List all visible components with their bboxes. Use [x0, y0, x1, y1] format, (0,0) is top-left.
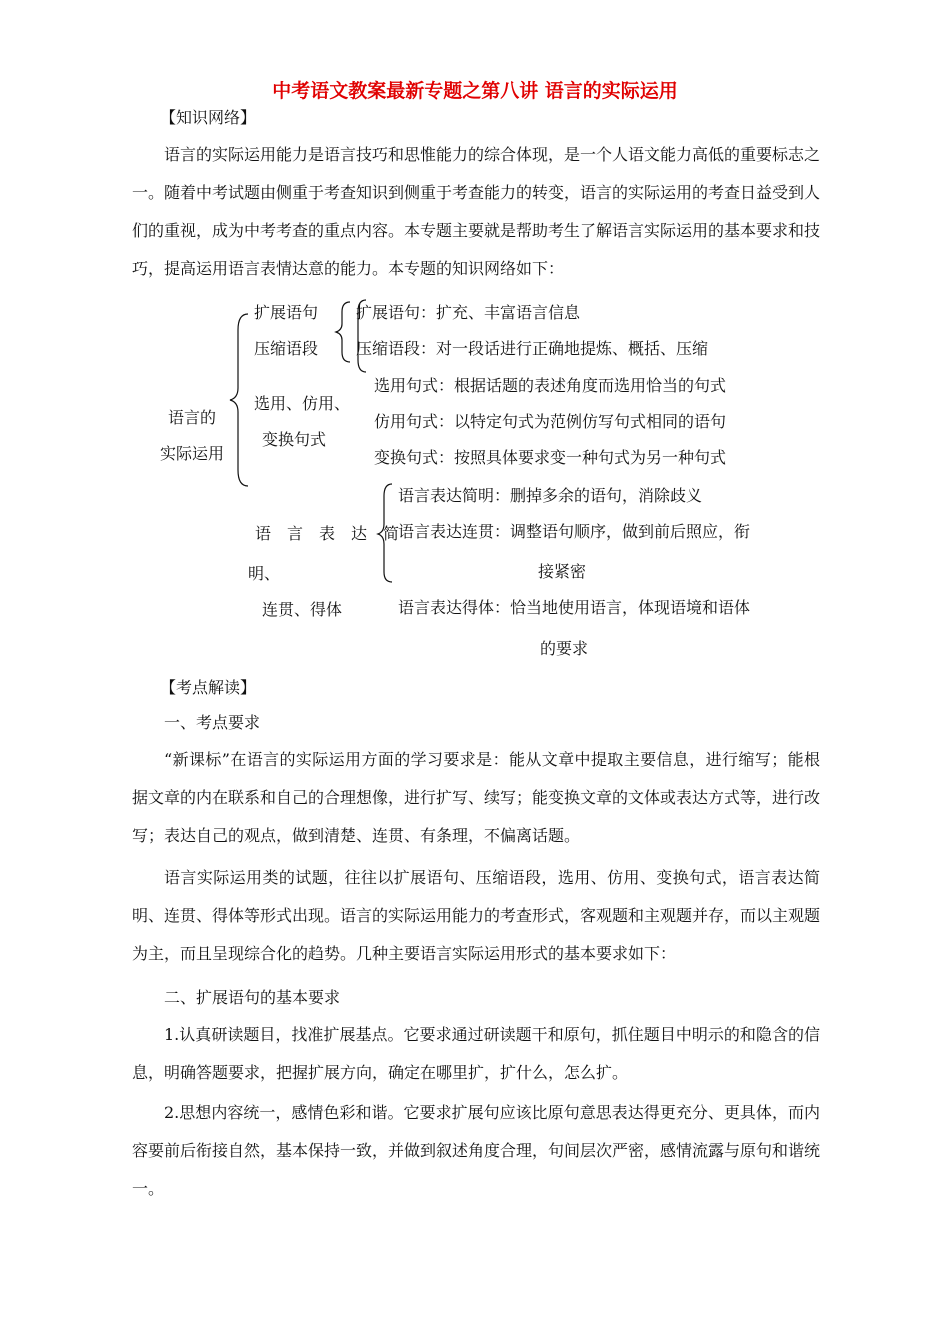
paragraph-curriculum [132, 741, 820, 855]
main-brace [230, 314, 248, 486]
tree-branch-sentence-line1: 选用、仿用、 [254, 394, 351, 413]
paragraph-question-types-text: 语言实际运用类的试题，往往以扩展语句、压缩语段，选用、仿用、变换句式，语言表达简明、连贯、得体等形式出现。语言的实际运用能力的考查形式，客观题和主观题并存，而以主观题为主，而且呈现综合化的趋势。几种主要语言实际运用形式的基本要求如下： [132, 868, 821, 963]
subheading-requirements: 一、考点要求 [164, 713, 261, 732]
section-heading-exam-points: 【考点解读】 [160, 678, 257, 697]
tree-leaf-compress: 压缩语段：对一段话进行正确地提炼、概括、压缩 [356, 339, 709, 358]
tree-root-line1: 语言的 [168, 408, 217, 427]
tree-leaf-appropriate-line2: 的要求 [540, 639, 589, 658]
tree-branch-expression-line3: 连贯、得体 [262, 600, 343, 619]
point-1-text: 1.认真研读题目，找准扩展基点。它要求通过研读题干和原句，抓住题目中明示的和隐含的信息，明确答题要求，把握扩展方向，确定在哪里扩，扩什么，怎么扩。 [132, 1025, 820, 1082]
paragraph-curriculum-text: “新课标”在语言的实际运用方面的学习要求是：能从文章中提取主要信息，进行缩写；能根据文章的内在联系和自己的合理想像，进行扩写、续写；能变换文章的文体或表达方式等，进行改写；表达自己的观点，做到清楚、连贯、有条理，不偏离话题。 [132, 750, 821, 845]
brace-expand-compress [336, 302, 350, 362]
tree-branch-compress: 压缩语段 [254, 339, 319, 358]
tree-leaf-imitate: 仿用句式：以特定句式为范例仿写句式相同的语句 [374, 412, 727, 431]
tree-branch-expression-line2: 明、 [248, 564, 281, 583]
intro-text: 语言的实际运用能力是语言技巧和思惟能力的综合体现，是一个人语文能力高低的重要标志之一。随着中考试题由侧重于考查知识到侧重于考查能力的转变，语言的实际运用的考查日益受到人们的重视，成为中考考查的重点内容。本专题主要就是帮助考生了解语言实际运用的基本要求和技巧，提高运用语言表情达意的能力。本专题的知识网络如下： [132, 145, 821, 278]
subheading-expand-requirements: 二、扩展语句的基本要求 [164, 988, 341, 1007]
point-2-text: 2.思想内容统一，感情色彩和谐。它要求扩展句应该比原句意思表达得更充分、更具体，而内容要前后衔接自然，基本保持一致，并做到叙述角度合理，句间层次严密，感情流露与原句和谐统一。 [132, 1103, 821, 1198]
tree-branch-sentence-line2: 变换句式 [262, 430, 327, 449]
tree-branch-expand: 扩展语句 [254, 303, 319, 322]
page-title: 中考语文教案最新专题之第八讲 语言的实际运用 [272, 80, 678, 102]
tree-leaf-expand: 扩展语句：扩充、丰富语言信息 [356, 303, 581, 322]
section-heading-knowledge-network: 【知识网络】 [160, 108, 257, 127]
paragraph-question-types [132, 859, 820, 973]
tree-branch-expression-line1: 语 言 表 达 简 [255, 524, 400, 543]
tree-leaf-coherent-line2: 接紧密 [538, 562, 587, 581]
tree-leaf-transform: 变换句式：按照具体要求变一种句式为另一种句式 [374, 448, 727, 467]
tree-leaf-select: 选用句式：根据话题的表述角度而选用恰当的句式 [374, 376, 727, 395]
point-1 [132, 1016, 820, 1092]
tree-root-line2: 实际运用 [160, 444, 225, 463]
point-2 [132, 1094, 820, 1208]
tree-leaf-concise: 语言表达简明：删掉多余的语句，消除歧义 [398, 486, 703, 505]
tree-leaf-appropriate-line1: 语言表达得体：恰当地使用语言，体现语境和语体 [398, 598, 751, 617]
tree-leaf-coherent-line1: 语言表达连贯：调整语句顺序，做到前后照应，衔 [398, 522, 751, 541]
